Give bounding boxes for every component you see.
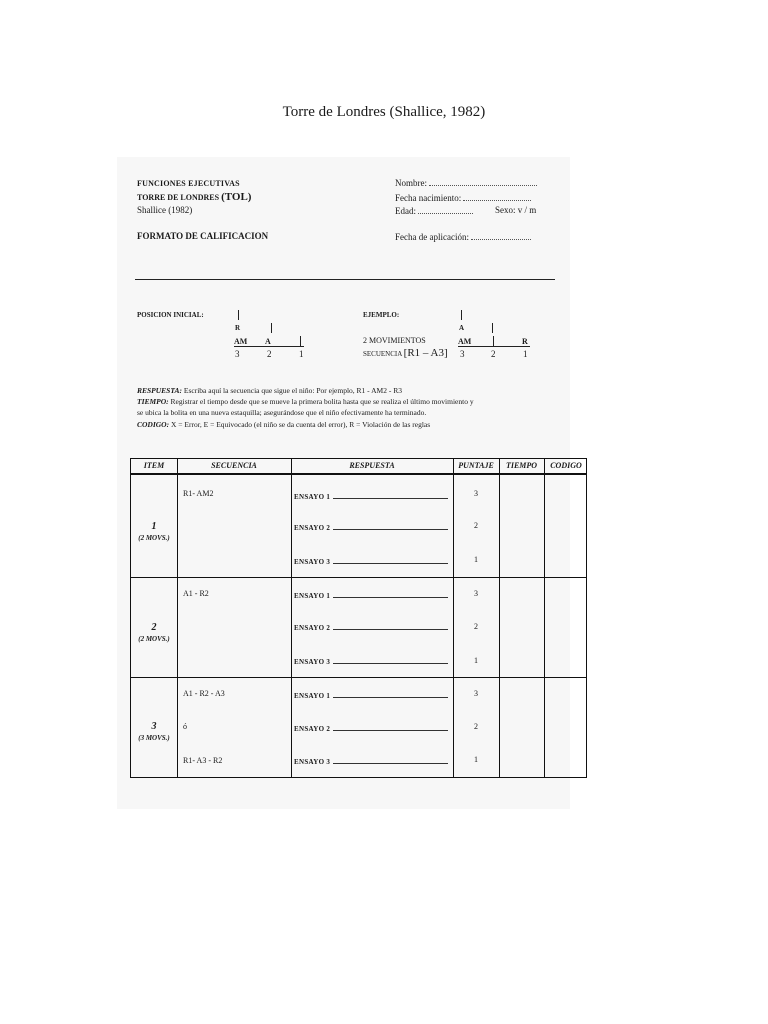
peg-line [461, 310, 462, 320]
posicion-a: A [265, 337, 271, 346]
nacimiento-label: Fecha nacimiento: [395, 193, 462, 203]
tiempo-text: Registrar el tiempo desde que se mueve la primera bolita hasta que se realiza el último movimiento y [168, 397, 474, 406]
respuesta-instruction [137, 386, 402, 395]
test-name [137, 191, 251, 203]
item-3-score-3: 1 [474, 755, 478, 764]
item-2-ensayo-3[interactable] [294, 657, 448, 666]
item-3-sequence-or: ó [183, 722, 187, 731]
item-2-score-1: 3 [474, 589, 478, 598]
test-name-prefix: TORRE DE LONDRES [137, 193, 220, 202]
answer-line[interactable] [333, 691, 448, 698]
tiempo-label: TIEMPO: [137, 397, 169, 406]
answer-line[interactable] [333, 557, 448, 564]
scoring-table [130, 458, 587, 778]
item-3-score-1: 3 [474, 689, 478, 698]
edad-line[interactable] [418, 205, 473, 214]
section-label: FUNCIONES EJECUTIVAS [137, 179, 240, 188]
ensayo-label: ENSAYO 1 [294, 493, 331, 501]
posicion-n2: 2 [267, 349, 272, 359]
ejemplo-r: R [522, 337, 528, 346]
item-3-ensayo-1[interactable] [294, 691, 448, 700]
ejemplo-n3: 3 [460, 349, 465, 359]
peg-line [300, 336, 301, 346]
aplicacion-label: Fecha de aplicación: [395, 232, 469, 242]
table-row-line [131, 677, 586, 678]
posicion-n3: 3 [235, 349, 240, 359]
item-3-movs: (3 MOVS.) [138, 734, 170, 742]
item-1-ensayo-3[interactable] [294, 557, 448, 566]
nacimiento-line[interactable] [463, 192, 531, 201]
ensayo-label: ENSAYO 1 [294, 592, 331, 600]
item-2-score-3: 1 [474, 656, 478, 665]
answer-line[interactable] [333, 757, 448, 764]
item-2-ensayo-2[interactable] [294, 623, 448, 632]
ensayo-label: ENSAYO 3 [294, 658, 331, 666]
item-2-sequence: A1 - R2 [183, 589, 209, 598]
answer-line[interactable] [333, 724, 448, 731]
item-3-sequence-1: A1 - R2 - A3 [183, 689, 225, 698]
item-1-ensayo-2[interactable] [294, 523, 448, 532]
answer-line[interactable] [333, 492, 448, 499]
respuesta-text: Escriba aquí la secuencia que sigue el niño: Por ejemplo, R1 - AM2 - R3 [182, 386, 402, 395]
item-3-ensayo-2[interactable] [294, 724, 448, 733]
codigo-text: X = Error, E = Equivocado (el niño se da cuenta del error), R = Violación de las reglas [169, 420, 431, 429]
item-1-sequence: R1- AM2 [183, 489, 214, 498]
ejemplo-n2: 2 [491, 349, 496, 359]
posicion-n1: 1 [299, 349, 304, 359]
header-codigo: CODIGO [550, 461, 582, 470]
ejemplo-label: EJEMPLO: [363, 311, 400, 319]
item-3-number: 3 [151, 721, 157, 732]
table-col-line [291, 459, 292, 777]
table-col-line [544, 459, 545, 777]
item-3-sequence-2: R1- A3 - R2 [183, 756, 223, 765]
edad-field[interactable] [395, 205, 473, 216]
posicion-r: R [235, 324, 241, 332]
ejemplo-am: AM [458, 337, 472, 346]
ensayo-label: ENSAYO 3 [294, 758, 331, 766]
ejemplo-secuencia [363, 347, 448, 359]
posicion-label: POSICION INICIAL: [137, 311, 204, 319]
header-tiempo: TIEMPO [505, 461, 538, 470]
item-2-movs: (2 MOVS.) [138, 635, 170, 643]
item-3-score-2: 2 [474, 722, 478, 731]
author: Shallice (1982) [137, 205, 193, 215]
item-2-number: 2 [151, 622, 157, 633]
ejemplo-secuencia-value: [R1 – A3] [403, 347, 448, 359]
posicion-base [234, 337, 304, 347]
answer-line[interactable] [333, 523, 448, 530]
table-col-line [453, 459, 454, 777]
item-1-ensayo-1[interactable] [294, 492, 448, 501]
header-puntaje: PUNTAJE [458, 461, 494, 470]
item-1-score-1: 3 [474, 489, 478, 498]
ensayo-label: ENSAYO 2 [294, 725, 331, 733]
ejemplo-secuencia-label: SECUENCIA [363, 350, 402, 358]
item-1-score-2: 2 [474, 521, 478, 530]
item-1-score-3: 1 [474, 555, 478, 564]
ensayo-label: ENSAYO 3 [294, 558, 331, 566]
peg-line [238, 310, 239, 320]
nombre-field[interactable] [395, 177, 537, 188]
tiempo-instruction [137, 397, 474, 406]
table-row-line [131, 577, 586, 578]
table-row-line [131, 473, 586, 475]
aplicacion-line[interactable] [471, 231, 531, 240]
header-item: ITEM [143, 461, 165, 470]
table-col-line [499, 459, 500, 777]
answer-line[interactable] [333, 591, 448, 598]
nacimiento-field[interactable] [395, 192, 531, 203]
answer-line[interactable] [333, 657, 448, 664]
peg-line [271, 323, 272, 333]
test-name-abbrev: (TOL) [221, 191, 252, 203]
sexo-field[interactable]: Sexo: v / m [495, 205, 537, 215]
form-title: FORMATO DE CALIFICACION [137, 231, 269, 241]
edad-label: Edad: [395, 206, 416, 216]
codigo-label: CODIGO: [137, 420, 170, 429]
ejemplo-a: A [459, 324, 465, 332]
header-secuencia: SECUENCIA [211, 461, 257, 470]
aplicacion-field[interactable] [395, 231, 531, 242]
table-col-line [177, 459, 178, 777]
ejemplo-n1: 1 [523, 349, 528, 359]
ensayo-label: ENSAYO 2 [294, 524, 331, 532]
header-respuesta: RESPUESTA [349, 461, 395, 470]
item-1-number: 1 [151, 521, 157, 532]
page-title: Torre de Londres (Shallice, 1982) [282, 104, 486, 120]
ejemplo-base [458, 337, 530, 347]
nombre-line[interactable] [429, 177, 537, 186]
peg-line [493, 336, 494, 346]
answer-line[interactable] [333, 623, 448, 630]
ejemplo-movimientos: 2 MOVIMIENTOS [363, 336, 426, 345]
item-1-movs: (2 MOVS.) [138, 534, 170, 542]
tiempo-instruction-2: se ubica la bolita en una nueva estaquilla; asegurándose que el niño efectivamente ha terminado. [137, 408, 427, 417]
item-2-ensayo-1[interactable] [294, 591, 448, 600]
ensayo-label: ENSAYO 2 [294, 624, 331, 632]
item-2-score-2: 2 [474, 622, 478, 631]
posicion-am: AM [234, 337, 248, 346]
ensayo-label: ENSAYO 1 [294, 692, 331, 700]
divider [135, 279, 555, 280]
nombre-label: Nombre: [395, 178, 427, 188]
codigo-instruction [137, 420, 430, 429]
peg-line [492, 323, 493, 333]
item-3-ensayo-3[interactable] [294, 757, 448, 766]
respuesta-label: RESPUESTA: [137, 386, 183, 395]
